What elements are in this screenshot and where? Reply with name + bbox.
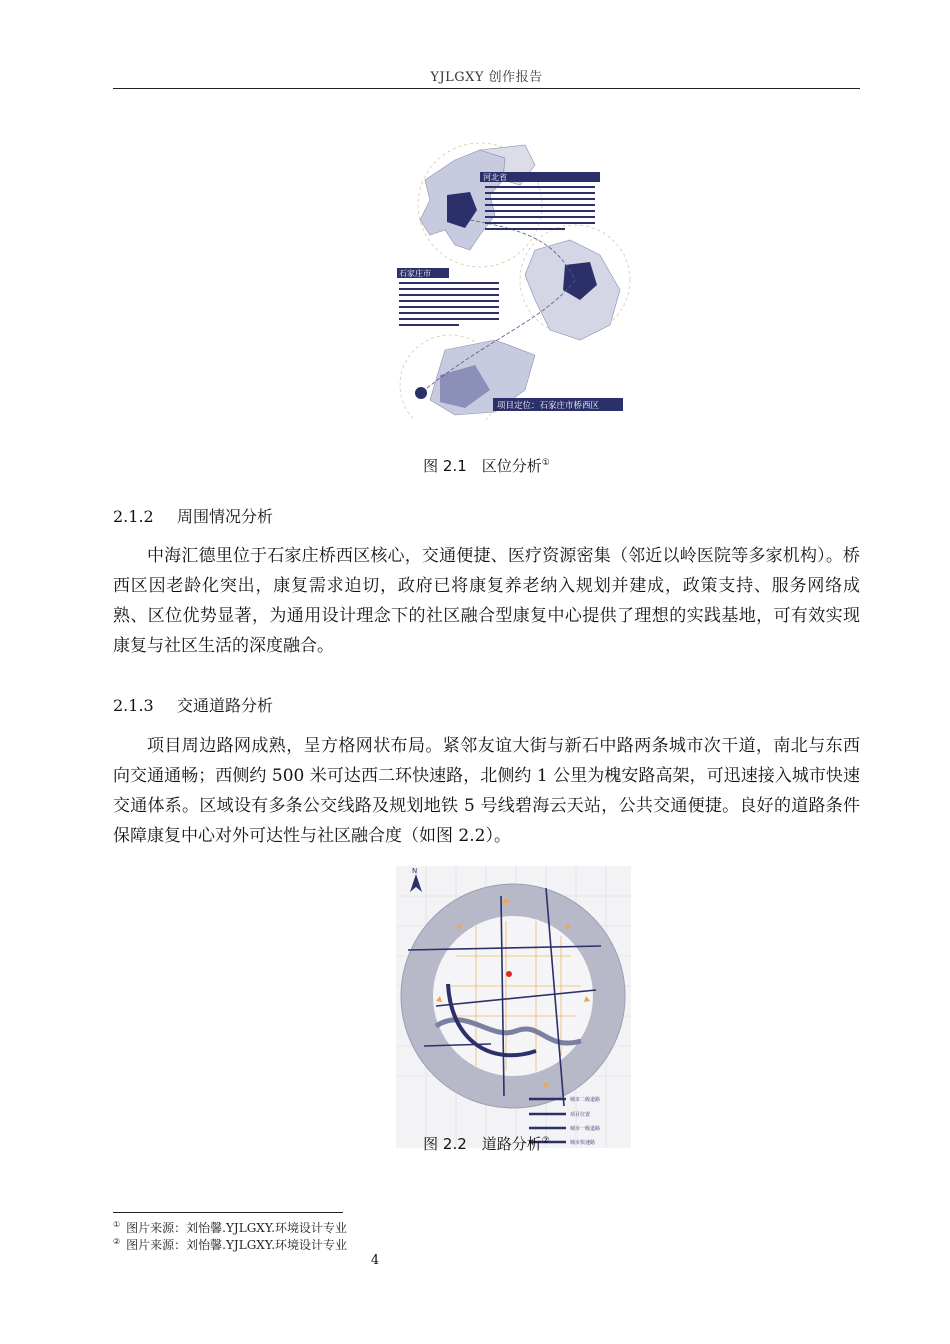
running-header: YJLGXY 创作报告	[430, 70, 543, 85]
page-number: 4	[370, 1253, 380, 1268]
legend-expressway: 城市快速路	[570, 1140, 596, 1146]
north-label: N	[412, 867, 418, 875]
section-2-1-2-paragraph: 中海汇德里位于石家庄桥西区核心，交通便捷、医疗资源密集（邻近以岭医院等多家机构）。桥西区因老龄化突出，康复需求迫切，政府已将康复养老纳入规划并建成，政策支持、服务网络成熟、区位优势显著，为通用设计理念下的社区融合型康复中心提供了理想的实践基地，可有效实现康复与社区生活的深度融合。	[113, 546, 860, 656]
section-2-1-2-heading: 2.1.2 周围情况分析	[113, 507, 274, 526]
location-map-figure	[385, 140, 635, 420]
footnote-2: ② 图片来源：刘怡馨.YJLGXY.环境设计专业	[113, 1237, 348, 1252]
city-label: 石家庄市	[399, 269, 431, 278]
legend-project-location: 项目位置	[570, 1112, 591, 1118]
figure-2-2-caption: 图 2.2 道路分析②	[423, 1135, 550, 1153]
project-location-marker	[506, 971, 512, 977]
footnote-rule	[113, 1212, 343, 1213]
road-analysis-figure	[396, 866, 631, 1148]
province-label: 河北省	[483, 173, 507, 182]
header-rule	[113, 88, 860, 89]
legend-secondary-road: 城市二级道路	[570, 1097, 601, 1103]
project-position-label: 项目定位：石家庄市桥西区	[497, 401, 600, 411]
figure-2-1-caption: 图 2.1 区位分析①	[423, 457, 550, 475]
section-2-1-3-heading: 2.1.3 交通道路分析	[113, 696, 274, 715]
section-2-1-3-paragraph: 项目周边路网成熟，呈方格网状布局。紧邻友谊大街与新石中路两条城市次干道，南北与东西向交通通畅；西侧约 500 米可达西二环快速路，北侧约 1 公里为槐安路高架，可迅速接入城市快速交通体系。区域设有多条公交线路及规划地铁 5 号线碧海云天站，公共交通便捷。良好的道路条件保障康复中心对外可达性与社区融合度（如图 2.2）。	[113, 736, 860, 846]
legend-primary-road: 城市一级道路	[570, 1126, 601, 1132]
footnote-1: ① 图片来源：刘怡馨.YJLGXY.环境设计专业	[113, 1220, 348, 1235]
